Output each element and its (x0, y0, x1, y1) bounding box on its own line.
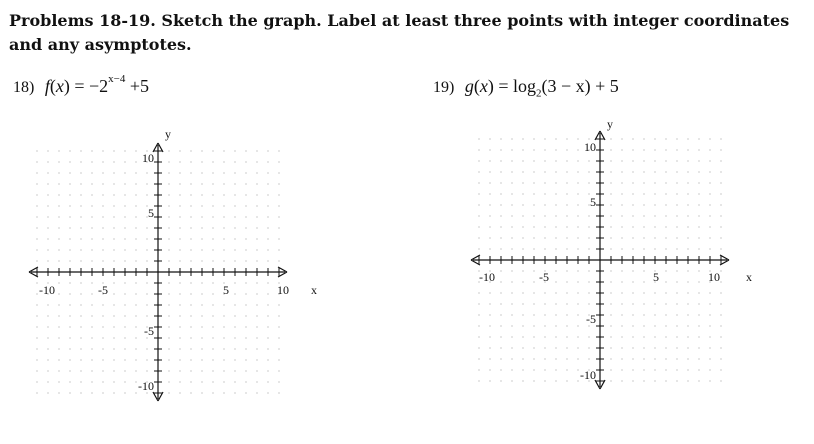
function-variable: x (479, 76, 488, 96)
equation-rhs: = −2 (74, 76, 109, 96)
equation-argument: (3 − x) + 5 (541, 76, 619, 96)
x-tick-label-10: 10 (277, 283, 289, 297)
instructions: Problems 18-19. Sketch the graph. Label at least three points with integer coordinates and any asymptotes. (9, 11, 790, 54)
log-base: 2 (535, 87, 542, 100)
x-tick-label-neg5: -5 (98, 283, 108, 297)
y-tick-label-neg10: -10 (138, 379, 154, 393)
equation-constant: +5 (129, 76, 150, 96)
y-tick-label-5: 5 (148, 206, 154, 220)
y-tick-label-10: 10 (584, 140, 596, 154)
y-tick-label-neg5: -5 (586, 312, 596, 326)
y-axis-label: y (607, 117, 613, 131)
problem-19-equation: 19) $g(x) = \log_2(3 - x) + 5$ (433, 76, 619, 100)
axes (471, 131, 729, 389)
y-tick-label-neg5: -5 (144, 324, 154, 338)
problem-18-number: 18) (13, 79, 35, 96)
equation-rhs: = log (498, 76, 536, 96)
x-tick-label-neg10: -10 (479, 270, 495, 284)
function-name: f (44, 76, 50, 96)
y-axis-label: y (165, 127, 171, 141)
x-axis-label: x (311, 283, 317, 297)
function-variable: x (55, 76, 64, 96)
x-tick-label-10: 10 (708, 270, 720, 284)
x-axis-label: x (746, 270, 752, 284)
function-name: g (464, 76, 474, 96)
y-tick-label-neg10: -10 (580, 368, 596, 382)
x-tick-label-neg10: -10 (39, 283, 55, 297)
x-tick-label-5: 5 (653, 270, 659, 284)
x-tick-label-5: 5 (223, 283, 229, 297)
y-tick-label-10: 10 (142, 151, 154, 165)
y-tick-label-5: 5 (590, 195, 596, 209)
problem-19-number: 19) (433, 79, 455, 96)
x-tick-label-neg5: -5 (539, 270, 549, 284)
problem-18-equation: 18) $f(x) = -2^{x-4} +5$ (13, 73, 150, 96)
equation-exponent: x−4 (108, 73, 126, 85)
